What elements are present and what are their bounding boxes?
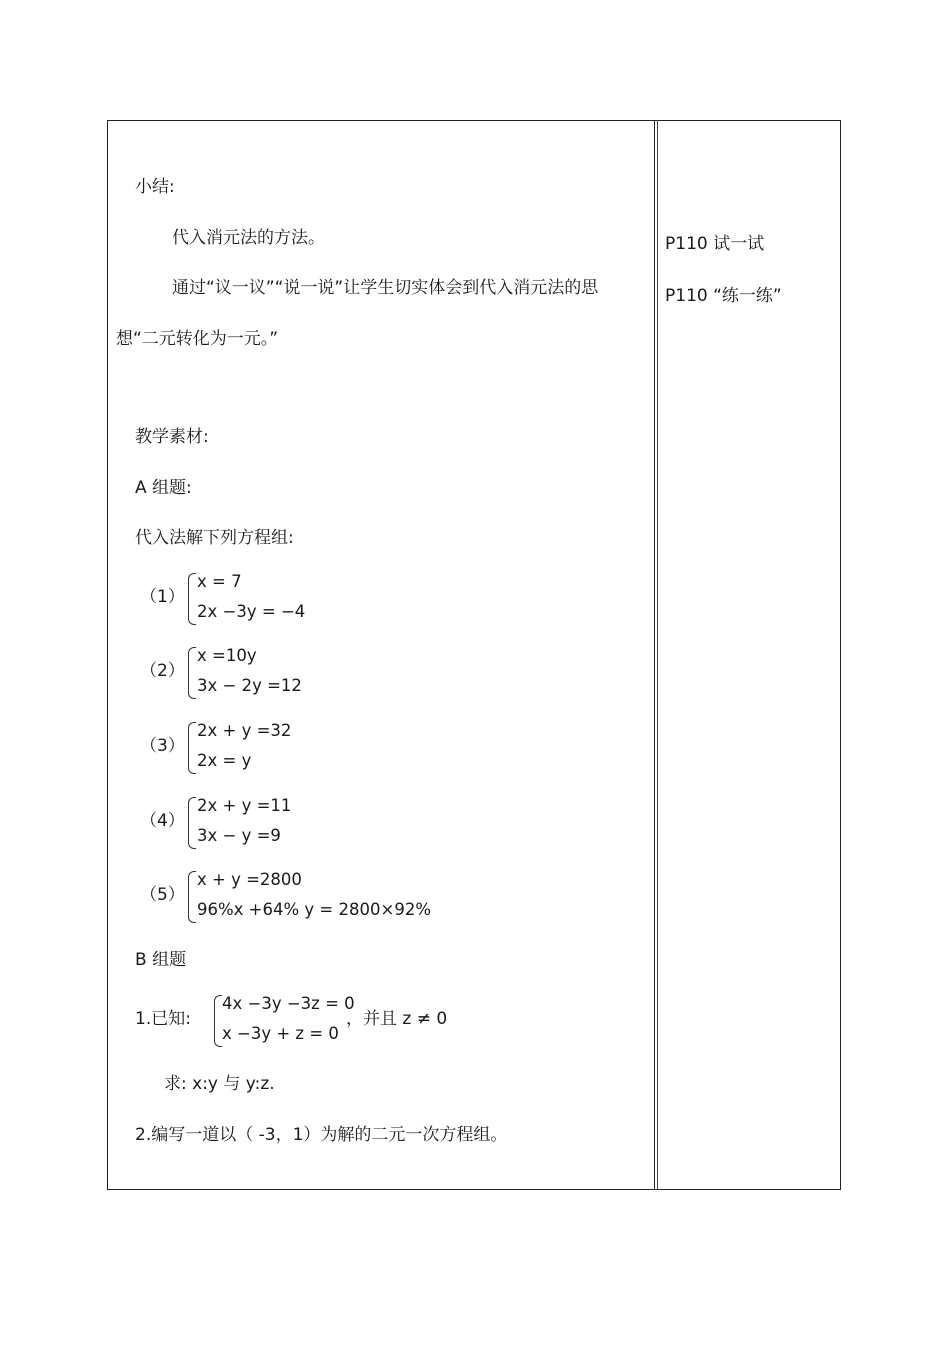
system-2-eq2: 3x − 2y =12 xyxy=(197,676,302,695)
system-label-5: （5） xyxy=(140,885,185,905)
system-brace-1 xyxy=(188,573,196,625)
summary-line-2: 通过“议一议”“说一说”让学生切实体会到代入消元法的思 xyxy=(172,278,599,298)
b1-suffix: ，并且 z ≠ 0 xyxy=(346,1009,448,1029)
system-label-4: （4） xyxy=(140,811,185,831)
group-a-heading: A 组题: xyxy=(135,478,192,498)
system-1-eq1: x = 7 xyxy=(197,572,242,591)
system-brace-4 xyxy=(188,797,196,849)
material-heading: 教学素材: xyxy=(135,427,209,447)
b1-prefix: 1.已知: xyxy=(135,1009,191,1029)
summary-heading: 小结: xyxy=(135,177,175,197)
system-3-eq2: 2x = y xyxy=(197,751,252,770)
system-3-eq1: 2x + y =32 xyxy=(197,721,292,740)
system-4-eq2: 3x − y =9 xyxy=(197,826,281,845)
column-divider xyxy=(654,120,655,1190)
summary-line-3: 想“二元转化为一元。” xyxy=(116,329,279,349)
system-4-eq1: 2x + y =11 xyxy=(197,796,292,815)
system-label-3: （3） xyxy=(140,736,185,756)
system-label-1: （1） xyxy=(140,587,185,607)
system-brace-2 xyxy=(188,647,196,699)
system-brace-5 xyxy=(188,871,196,923)
group-a-instruction: 代入法解下列方程组: xyxy=(135,528,294,548)
b1-brace xyxy=(214,995,222,1047)
system-label-2: （2） xyxy=(140,661,185,681)
system-5-eq2: 96%x +64% y = 2800×92% xyxy=(197,900,431,919)
b2-question: 2.编写一道以（ -3，1）为解的二元一次方程组。 xyxy=(135,1125,508,1145)
b1-eq1: 4x −3y −3z = 0 xyxy=(222,994,355,1013)
note-practice: P110 “练一练” xyxy=(665,286,782,306)
summary-line-1: 代入消元法的方法。 xyxy=(172,228,325,248)
system-5-eq1: x + y =2800 xyxy=(197,870,302,889)
column-divider-inner xyxy=(657,120,658,1190)
b1-ask: 求: x:y 与 y:z. xyxy=(164,1074,275,1094)
system-brace-3 xyxy=(188,722,196,774)
note-try: P110 试一试 xyxy=(665,234,765,254)
system-2-eq1: x =10y xyxy=(197,646,257,665)
system-1-eq2: 2x −3y = −4 xyxy=(197,602,306,621)
b1-eq2: x −3y + z = 0 xyxy=(222,1024,339,1043)
group-b-heading: B 组题 xyxy=(135,950,187,970)
